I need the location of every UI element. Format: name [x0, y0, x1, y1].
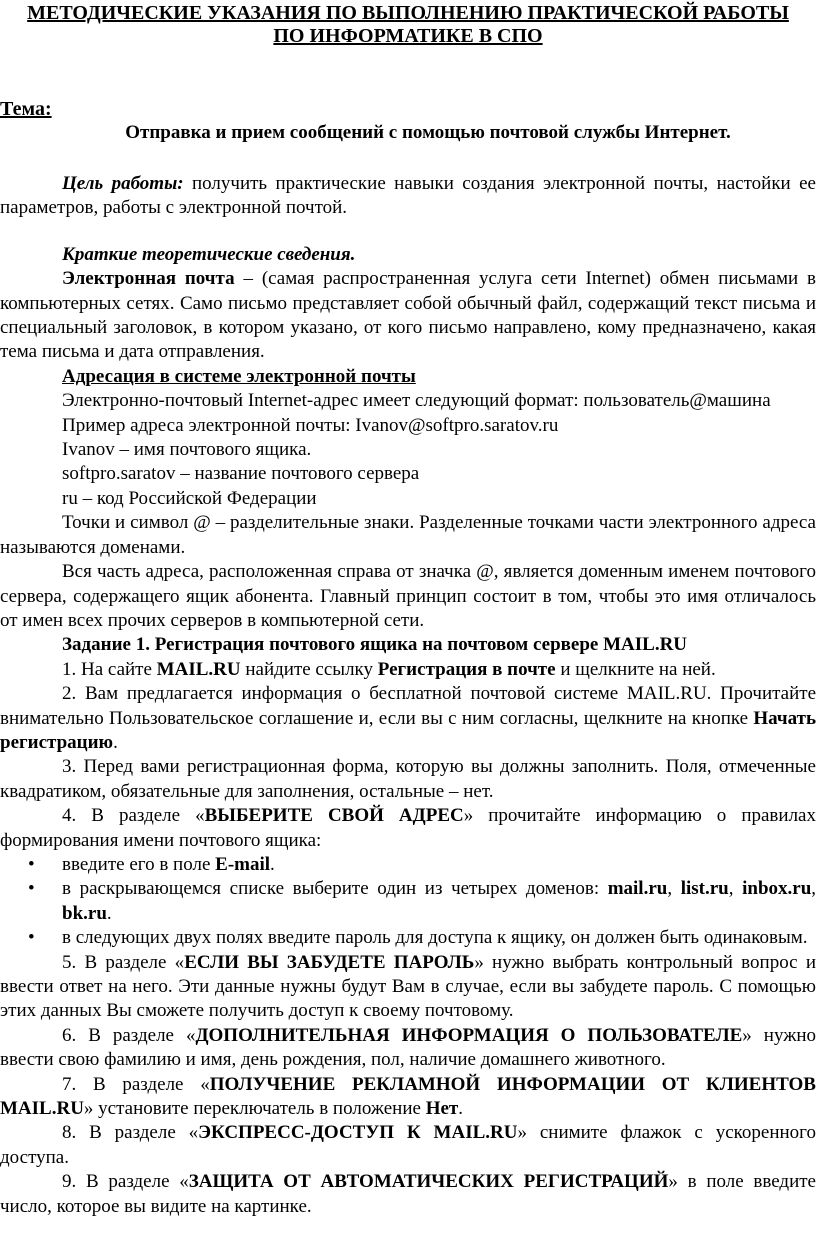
addressing-heading — [0, 365, 816, 389]
bullet-1-text-a: введите его в поле — [62, 853, 216, 875]
step-9 — [0, 1170, 816, 1219]
title-line-2: ПО ИНФОРМАТИКЕ В СПО — [273, 25, 543, 47]
step-6-section: ДОПОЛНИТЕЛЬНАЯ ИНФОРМАЦИЯ О ПОЛЬЗОВАТЕЛЕ — [195, 1024, 743, 1046]
step-5-section: ЕСЛИ ВЫ ЗАБУДЕТЕ ПАРОЛЬ — [184, 951, 475, 973]
theory-heading-text: Краткие теоретические сведения. — [62, 243, 356, 265]
step-9-section: ЗАЩИТА ОТ АВТОМАТИЧЕСКИХ РЕГИСТРАЦИЙ — [188, 1171, 669, 1193]
step-7-section: ПОЛУЧЕНИЕ РЕКЛАМНОЙ ИНФОРМАЦИИ ОТ КЛИЕНТОВ MAIL.RU — [0, 1073, 816, 1120]
step-2-button-name: Начать регистрацию — [0, 707, 816, 753]
step-8-section: ЭКСПРЕСС-ДОСТУП К MAIL.RU — [198, 1122, 518, 1144]
step-9-text-a: 9. В разделе « — [62, 1171, 189, 1193]
step-7-text-e: . — [458, 1098, 463, 1120]
step-1-text-e: и щелкните на ней. — [555, 658, 716, 680]
bullet-2-sep-3: , — [811, 878, 816, 900]
email-paragraph — [0, 267, 816, 365]
domain-paragraph: Вся часть адреса, расположенная справа от значка @, является доменным именем почтового сервера, содержащего ящик абонента. Главный принцип состоит в том, чтобы это имя отличалось от имен всех прочих серверов в компьютерной сети. — [0, 561, 816, 631]
step-2-text-a: 2. Вам предлагается информация о бесплатной почтовой системе MAIL.RU. Прочитайте внимательно Пользовательское соглашение и, если вы с ним согласны, щелкните на кнопке — [0, 683, 816, 729]
step-7 — [0, 1073, 816, 1122]
step-8 — [0, 1121, 816, 1170]
step-4-text-a: 4. В разделе « — [62, 805, 205, 827]
addressing-heading-text: Адресация в системе электронной почты — [62, 365, 416, 387]
step-4-section: ВЫБЕРИТЕ СВОЙ АДРЕС — [204, 805, 464, 827]
step-9-text-c: » в поле введите число, которое вы видите на картинке. — [0, 1171, 816, 1217]
step-2 — [0, 682, 816, 755]
step-8-text-c: » снимите флажок с ускоренного доступа. — [0, 1122, 816, 1168]
step-1-site: MAIL.RU — [156, 658, 241, 680]
step-5 — [0, 951, 816, 1024]
task1-heading-text: Задание 1. Регистрация почтового ящика на почтовом сервере MAIL.RU — [62, 634, 688, 656]
step-1-text-c: найдите ссылку — [240, 658, 378, 680]
step-7-text-c: » установите переключатель в положение — [83, 1098, 426, 1120]
server-line: softpro.saratov – название почтового сервера — [62, 463, 420, 485]
goal-label: Цель работы: — [62, 173, 184, 194]
step-5-text-c: » нужно выбрать контрольный вопрос и ввести ответ на него. Эти данные нужны будут Вам в случае, если вы забудете пароль. С помощью этих данных Вы сможете получить доступ к своему почтовому. — [0, 951, 816, 1022]
step-3: 3. Перед вами регистрационная форма, которую вы должны заполнить. Поля, отмеченные квадратиком, обязательные для заполнения, остальные – нет. — [0, 756, 816, 802]
domain-inbox-ru: inbox.ru — [742, 878, 812, 900]
ivanov-line: Ivanov – имя почтового ящика. — [62, 439, 312, 461]
bullet-2-sep-2: , — [728, 878, 743, 900]
step-5-text-a: 5. В разделе « — [62, 951, 185, 973]
step-4 — [0, 804, 816, 853]
step-6 — [0, 1024, 816, 1073]
points-paragraph: Точки и символ @ – разделительные знаки. Разделенные точками части электронного адреса называются доменами. — [0, 512, 816, 558]
step-1 — [0, 658, 816, 682]
example-paragraph: Пример адреса электронной почты: Ivanov@softpro.saratov.ru — [62, 414, 559, 436]
list-item — [0, 853, 816, 877]
bullet-1-text-c: . — [270, 853, 275, 875]
bullet-1-field: E-mail — [215, 853, 271, 875]
email-term: Электронная почта — [62, 268, 235, 290]
step-4-text-c: » прочитайте информацию о правилах формирования имени почтового ящика: — [0, 805, 816, 851]
topic-label: Тема: — [0, 98, 52, 120]
step-4-list — [0, 853, 816, 951]
goal-text: получить практические навыки создания электронной почты, настойки ее параметров, работы с электронной почтой. — [0, 173, 816, 219]
goal-paragraph — [0, 172, 816, 221]
list-item — [0, 877, 816, 926]
step-2-text-c: . — [113, 731, 118, 753]
step-7-option: Нет — [425, 1098, 459, 1120]
bullet-2-sep-1: , — [667, 878, 681, 900]
step-7-text-a: 7. В разделе « — [62, 1073, 210, 1095]
step-6-text-a: 6. В разделе « — [62, 1024, 196, 1046]
step-8-text-a: 8. В разделе « — [62, 1122, 199, 1144]
document-body — [0, 172, 816, 1219]
title-line-1: МЕТОДИЧЕСКИЕ УКАЗАНИЯ ПО ВЫПОЛНЕНИЮ ПРАКТИЧЕСКОЙ РАБОТЫ — [27, 2, 789, 24]
step-6-text-c: » нужно ввести свою фамилию и имя, день рождения, пол, наличие домашнего животного. — [0, 1024, 816, 1071]
ru-line: ru – код Российской Федерации — [62, 487, 317, 509]
email-definition: – (самая распространенная услуга сети Internet) обмен письмами в компьютерных сетях. Само письмо представляет собой обычный файл, содержащий текст письма и специальный заголовок, в котором указано, от кого письмо направлено, кому предназначено, какая тема письма и дата отправления. — [0, 268, 816, 363]
topic-text: Отправка и прием сообщений с помощью почтовой службы Интернет. — [125, 122, 731, 143]
domain-bk-ru: bk.ru — [62, 902, 107, 924]
task1-heading — [0, 633, 816, 657]
domain-list-ru: list.ru — [680, 878, 729, 900]
domain-mail-ru: mail.ru — [607, 878, 668, 900]
list-item: • в следующих двух полях введите пароль для доступа к ящику, он должен быть одинаковым. — [0, 926, 816, 950]
format-paragraph: Электронно-почтовый Internet-адрес имеет следующий формат: пользователь@машина — [62, 390, 771, 412]
document-title — [0, 2, 816, 48]
bullet-2-end: . — [106, 902, 112, 924]
bullet-2-text-a: в раскрывающемся списке выберите один из четырех доменов: — [62, 878, 608, 900]
step-1-text-a: 1. На сайте — [62, 658, 157, 680]
theory-heading — [0, 243, 816, 267]
step-1-link-name: Регистрация в почте — [377, 658, 556, 680]
